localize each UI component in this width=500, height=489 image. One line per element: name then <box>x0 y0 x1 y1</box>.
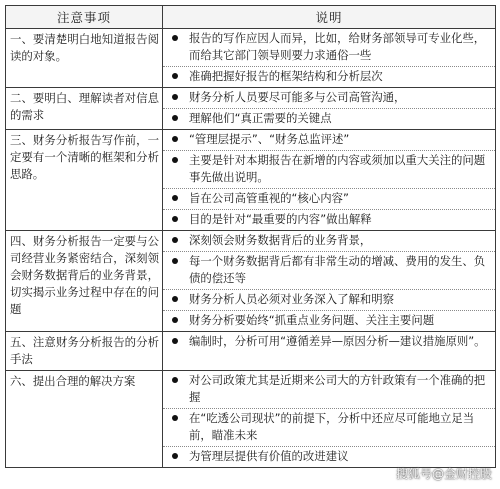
list-item: 旨在公司高管重视的“核心内容” <box>163 188 495 209</box>
list-item: 理解他们“真正需要的关键点 <box>163 108 495 129</box>
header-explanation: 说明 <box>163 6 496 29</box>
note-cell: 五、注意财务分析报告的分析手法 <box>6 332 163 371</box>
table-row <box>6 332 496 371</box>
bullet-dot-icon <box>172 338 178 344</box>
bullet-list <box>163 29 495 87</box>
list-item: 财务分析人员要尽可能多与公司高管沟通， <box>163 88 495 108</box>
list-item: “管理层提示”、“财务总监评述” <box>163 130 495 150</box>
table-row <box>6 371 496 468</box>
bullet-dot-icon <box>172 157 178 163</box>
list-item: 报告的写作应因人而异，比如，给财务部领导可专业化些，而给其它部门领导则要力求通俗一些 <box>163 29 495 66</box>
list-item: 目的是针对“最重要的内容”做出解释 <box>163 209 495 230</box>
bullet-list <box>163 130 495 230</box>
list-item: 在“吃透公司现状”的前提下，分析中还应尽可能地立足当前，瞄准未来 <box>163 408 495 446</box>
table-row <box>6 29 496 88</box>
note-cell: 三、财务分析报告写作前，一定要有一个清晰的框架和分析思路。 <box>6 130 163 231</box>
note-cell: 六、提出合理的解决方案 <box>6 371 163 468</box>
bullet-dot-icon <box>172 73 178 79</box>
table-row <box>6 231 496 332</box>
bullet-dot-icon <box>172 377 178 383</box>
watermark-label: 搜狐号@金财控股 <box>395 467 492 481</box>
bullet-dot-icon <box>172 317 178 323</box>
note-cell: 二、要明白、理解读者对信息的需求 <box>6 88 163 130</box>
explanation-cell <box>163 332 496 371</box>
bullet-dot-icon <box>172 216 178 222</box>
list-item: 财务分析人员必须对业务深入了解和明察 <box>163 289 495 310</box>
list-item: 编制时，分析可用“遵循差异—原因分析—建议措施原则”。 <box>163 332 495 352</box>
bullet-dot-icon <box>172 258 178 264</box>
bullet-dot-icon <box>172 35 178 41</box>
explanation-cell <box>163 88 496 130</box>
bullet-list <box>163 332 495 352</box>
bullet-dot-icon <box>172 195 178 201</box>
bullet-dot-icon <box>172 415 178 421</box>
list-item: 财务分析要始终“抓重点业务问题、关注主要问题 <box>163 310 495 331</box>
guidelines-table <box>5 5 496 468</box>
bullet-dot-icon <box>172 115 178 121</box>
list-item: 为管理层提供有价值的改进建议 <box>163 446 495 467</box>
explanation-cell <box>163 231 496 332</box>
list-item: 主要是针对本期报告在新增的内容或须加以重大关注的问题事先做出说明。 <box>163 150 495 188</box>
bullet-list <box>163 88 495 129</box>
note-cell: 四、财务分析报告一定要与公司经营业务紧密结合，深刻领会财务数据背后的业务背景，切实揭示业务过程中存在的问题 <box>6 231 163 332</box>
bullet-dot-icon <box>172 296 178 302</box>
list-item: 准确把握好报告的框架结构和分析层次 <box>163 66 495 87</box>
table-row <box>6 88 496 130</box>
note-cell: 一、要清楚明白地知道报告阅读的对象。 <box>6 29 163 88</box>
explanation-cell <box>163 371 496 468</box>
table-row <box>6 130 496 231</box>
bullet-list <box>163 231 495 331</box>
list-item: 每一个财务数据背后都有非常生动的增减、费用的发生、负债的偿还等 <box>163 251 495 289</box>
explanation-cell <box>163 130 496 231</box>
bullet-dot-icon <box>172 453 178 459</box>
list-item: 深刻领会财务数据背后的业务背景， <box>163 231 495 251</box>
bullet-list <box>163 371 495 467</box>
explanation-cell <box>163 29 496 88</box>
table-header-row <box>6 6 496 29</box>
bullet-dot-icon <box>172 136 178 142</box>
list-item: 对公司政策尤其是近期来公司大的方针政策有一个准确的把握 <box>163 371 495 408</box>
bullet-dot-icon <box>172 237 178 243</box>
header-notes: 注意事项 <box>6 6 163 29</box>
bullet-dot-icon <box>172 94 178 100</box>
